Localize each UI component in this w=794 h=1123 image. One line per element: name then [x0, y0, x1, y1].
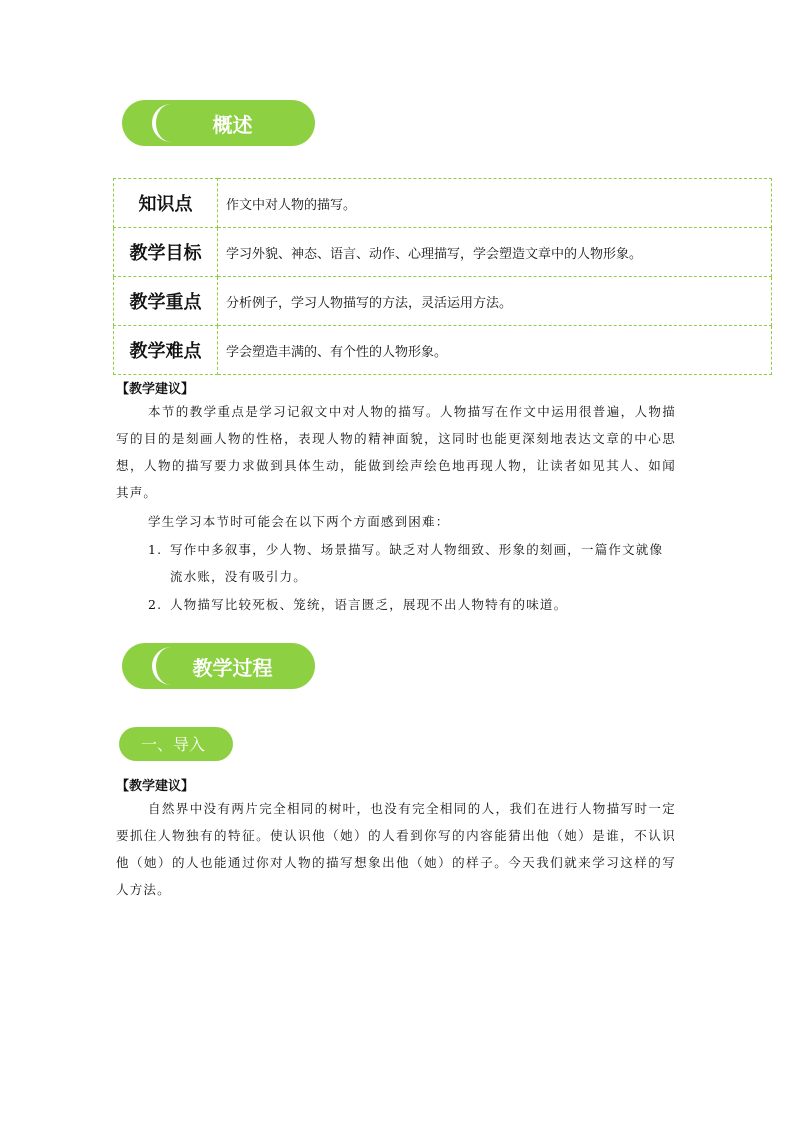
section-header-overview — [122, 100, 315, 146]
section-title: 教学过程 — [192, 656, 273, 680]
table-row — [114, 326, 772, 375]
row-key: 教学目标 — [114, 228, 218, 277]
table-row — [114, 228, 772, 277]
row-value: 作文中对人物的描写。 — [218, 179, 772, 228]
row-value: 分析例子，学习人物描写的方法，灵活运用方法。 — [218, 277, 772, 326]
list-text: 写作中多叙事，少人物、场景描写。缺乏对人物细致、形象的刻画，一篇作文就像流水账，没有吸引力。 — [170, 542, 664, 584]
row-key: 教学难点 — [114, 326, 218, 375]
list-item — [148, 536, 678, 592]
list-number: 2. — [148, 597, 163, 612]
row-key: 教学重点 — [114, 277, 218, 326]
overview-table — [113, 178, 772, 375]
suggestion-paragraph: 学生学习本节时可能会在以下两个方面感到困难： — [148, 514, 450, 529]
table-row — [114, 179, 772, 228]
row-key: 知识点 — [114, 179, 218, 228]
suggestion-paragraph: 自然界中没有两片完全相同的树叶，也没有完全相同的人，我们在进行人物描写时一定要抓住人物独有的特征。使认识他（她）的人看到你写的内容能猜出他（她）是谁，不认识他（她）的人也能通过你对人物的描写想象出他（她）的样子。今天我们就来学习这样的写人方法。 — [116, 801, 676, 897]
section-header-process — [122, 643, 315, 689]
row-value: 学会塑造丰满的、有个性的人物形象。 — [218, 326, 772, 375]
suggestion-heading: 【教学建议】 — [116, 382, 195, 397]
suggestion-paragraph: 本节的教学重点是学习记叙文中对人物的描写。人物描写在作文中运用很普遍，人物描写的目的是刻画人物的性格，表现人物的精神面貌，这同时也能更深刻地表达文章的中心思想，人物的描写要力求做到具体生动，能做到绘声绘色地再现人物，让读者如见其人、如闻其声。 — [116, 404, 676, 500]
section-title: 概述 — [212, 113, 253, 137]
suggestion-heading: 【教学建议】 — [116, 779, 195, 794]
subsection-header-intro — [119, 727, 233, 761]
list-text: 人物描写比较死板、笼统，语言匮乏，展现不出人物特有的味道。 — [170, 597, 568, 612]
list-item — [148, 591, 678, 619]
list-number: 1. — [148, 542, 163, 557]
row-value: 学习外貌、神态、语言、动作、心理描写，学会塑造文章中的人物形象。 — [218, 228, 772, 277]
table-row — [114, 277, 772, 326]
subsection-title: 一、导入 — [141, 735, 206, 754]
